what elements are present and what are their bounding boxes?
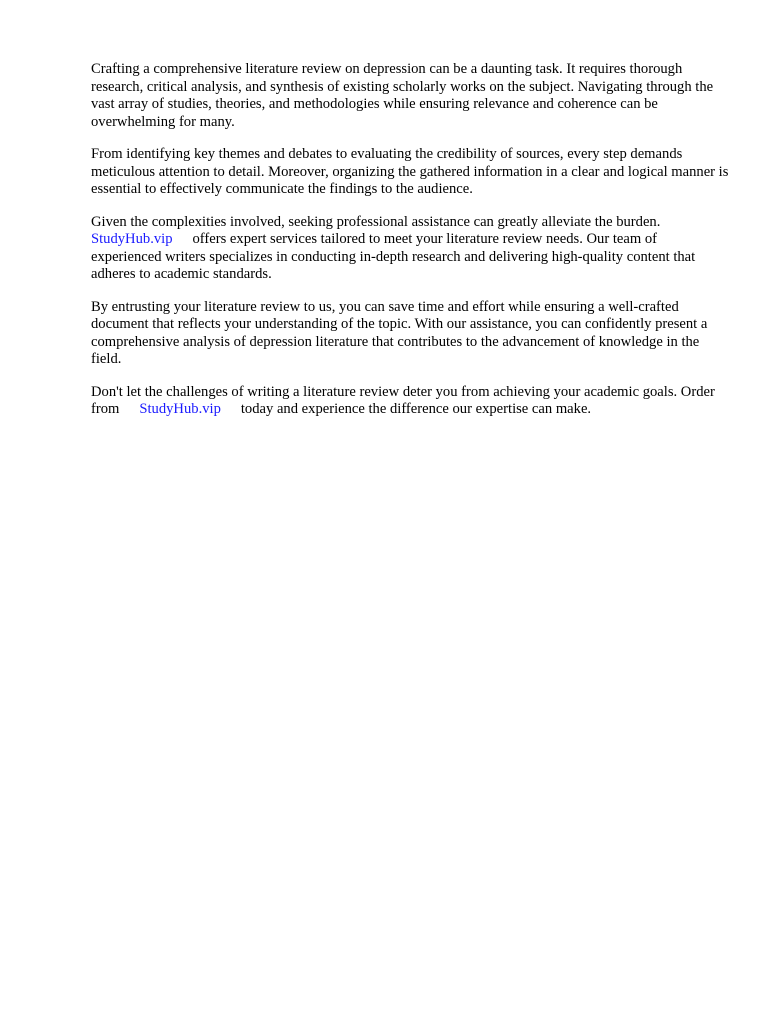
paragraph-intro: Crafting a comprehensive literature review on depression can be a daunting task. It requires thorough research, critical analysis, and synthesis of existing scholarly works on the subject. Navigating through the vast array of studies, theories, and methodologies while ensuring relevance and coherence can be overwhelming for many. — [91, 61, 714, 130]
paragraph-assistance-tail: offers expert services tailored to meet your literature review needs. Our team of experienced writers specializes in conducting in-depth research and delivering high-quality content that adheres to academic standards. — [91, 231, 696, 282]
paragraph-assistance-lead: Given the complexities involved, seeking professional assistance can greatly alleviate the burden. — [91, 213, 661, 230]
paragraph-entrusting: By entrusting your literature review to us, you can save time and effort while ensuring a well-crafted document that reflects your understanding of the topic. With our assistance, you can confidently present a comprehensive analysis of depression literature that contributes to the advancement of knowledge in the field. — [91, 298, 708, 367]
studyhub-order-link[interactable]: StudyHub.vip — [139, 401, 221, 417]
paragraph-call-to-action — [91, 384, 731, 419]
paragraph-assistance — [91, 214, 731, 284]
studyhub-link[interactable]: StudyHub.vip — [91, 231, 173, 247]
paragraph-cta-tail: today and experience the difference our expertise can make. — [240, 401, 592, 417]
paragraph-cta-lead: Don't let the challenges of writing a literature review deter you from achieving your academic goals. Order from — [91, 383, 715, 417]
paragraph-themes: From identifying key themes and debates to evaluating the credibility of sources, every step demands meticulous attention to detail. Moreover, organizing the gathered information in a clear and logical manner is essential to effectively communicate the findings to the audience. — [91, 146, 729, 197]
document-body — [91, 61, 731, 434]
